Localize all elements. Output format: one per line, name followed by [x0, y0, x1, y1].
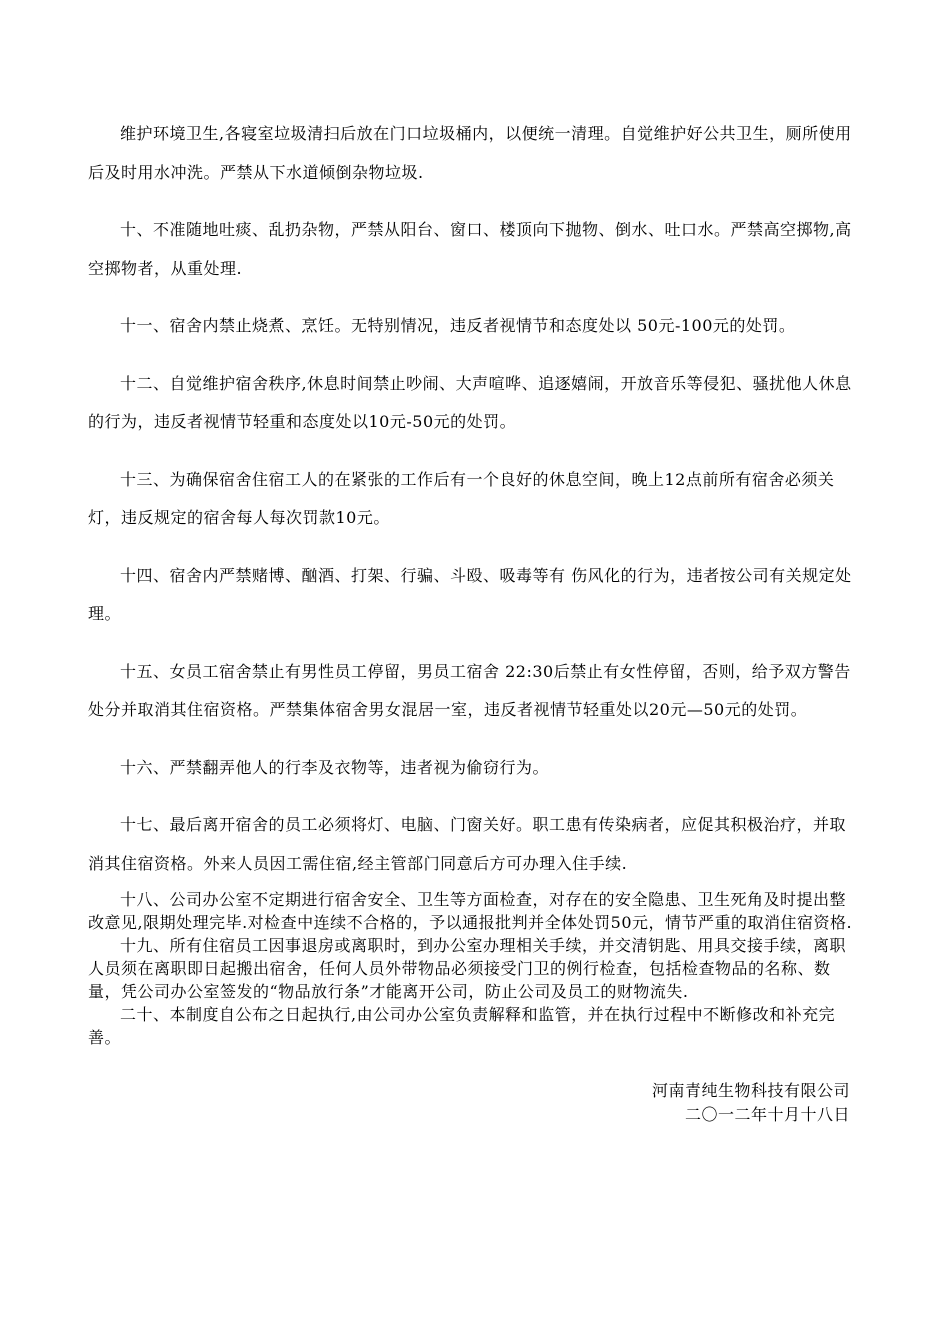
regulation-section-tight — [88, 888, 856, 1049]
paragraph-18: 十八、公司办公室不定期进行宿舍安全、卫生等方面检查，对存在的安全隐患、卫生死角及时提出整改意见,限期处理完毕.对检查中连续不合格的，予以通报批判并全体处罚50元，情节严重的取消住宿资格. — [88, 890, 853, 932]
paragraph-11: 十一、宿舍内禁止烧煮、烹饪。无特别情况，违反者视情节和态度处以 50元-100元的处罚。 — [120, 316, 796, 335]
paragraph-16: 十六、严禁翻弄他人的行李及衣物等，违者视为偷窃行为。 — [120, 757, 550, 777]
regulation-section-loose — [88, 115, 856, 883]
paragraph-13: 十三、为确保宿舍住宿工人的在紧张的工作后有一个良好的休息空间，晚上12点前所有宿舍必须关灯，违反规定的宿舍每人每次罚款10元。 — [88, 469, 835, 527]
company-name: 河南青纯生物科技有限公司 — [651, 1081, 850, 1100]
paragraph-15: 十五、女员工宿舍禁止有男性员工停留，男员工宿舍 22:30后禁止有女性停留，否则，给予双方警告处分并取消其住宿资格。严禁集体宿舍男女混居一室，违反者视情节轻重处以20元—50元的处罚。 — [88, 661, 851, 719]
paragraph-20: 二十、本制度自公布之日起执行,由公司办公室负责解释和监管，并在执行过程中不断修改和补充完善。 — [88, 1005, 836, 1047]
paragraph-19: 十九、所有住宿员工因事退房或离职时，到办公室办理相关手续，并交清钥匙、用具交接手续，离职人员须在离职即日起搬出宿舍，任何人员外带物品必须接受门卫的例行检查，包括检查物品的名称、数量，凭公司办公室签发的“物品放行条”才能离开公司，防止公司及员工的财物流失. — [88, 936, 847, 1001]
paragraph-hygiene: 维护环境卫生,各寝室垃圾清扫后放在门口垃圾桶内，以便统一清理。自觉维护好公共卫生，厕所使用后及时用水冲洗。严禁从下水道倾倒杂物垃圾. — [88, 124, 852, 182]
issue-date: 二〇一二年十月十八日 — [684, 1105, 850, 1124]
signature-block — [88, 1079, 856, 1127]
paragraph-12: 十二、自觉维护宿舍秩序,休息时间禁止吵闹、大声喧哗、追逐嬉闹，开放音乐等侵犯、骚扰他人休息的行为，违反者视情节轻重和态度处以10元-50元的处罚。 — [88, 373, 852, 431]
paragraph-14: 十四、宿舍内严禁赌博、酗酒、打架、行骗、斗殴、吸毒等有 伤风化的行为，违者按公司有关规定处理。 — [88, 565, 852, 623]
paragraph-17: 十七、最后离开宿舍的员工必须将灯、电脑、门窗关好。职工患有传染病者，应促其积极治疗，并取消其住宿资格。外来人员因工需住宿,经主管部门同意后方可办理入住手续. — [88, 815, 847, 873]
paragraph-10: 十、不准随地吐痰、乱扔杂物，严禁从阳台、窗口、楼顶向下抛物、倒水、吐口水。严禁高空掷物,高空掷物者，从重处理. — [88, 220, 852, 278]
